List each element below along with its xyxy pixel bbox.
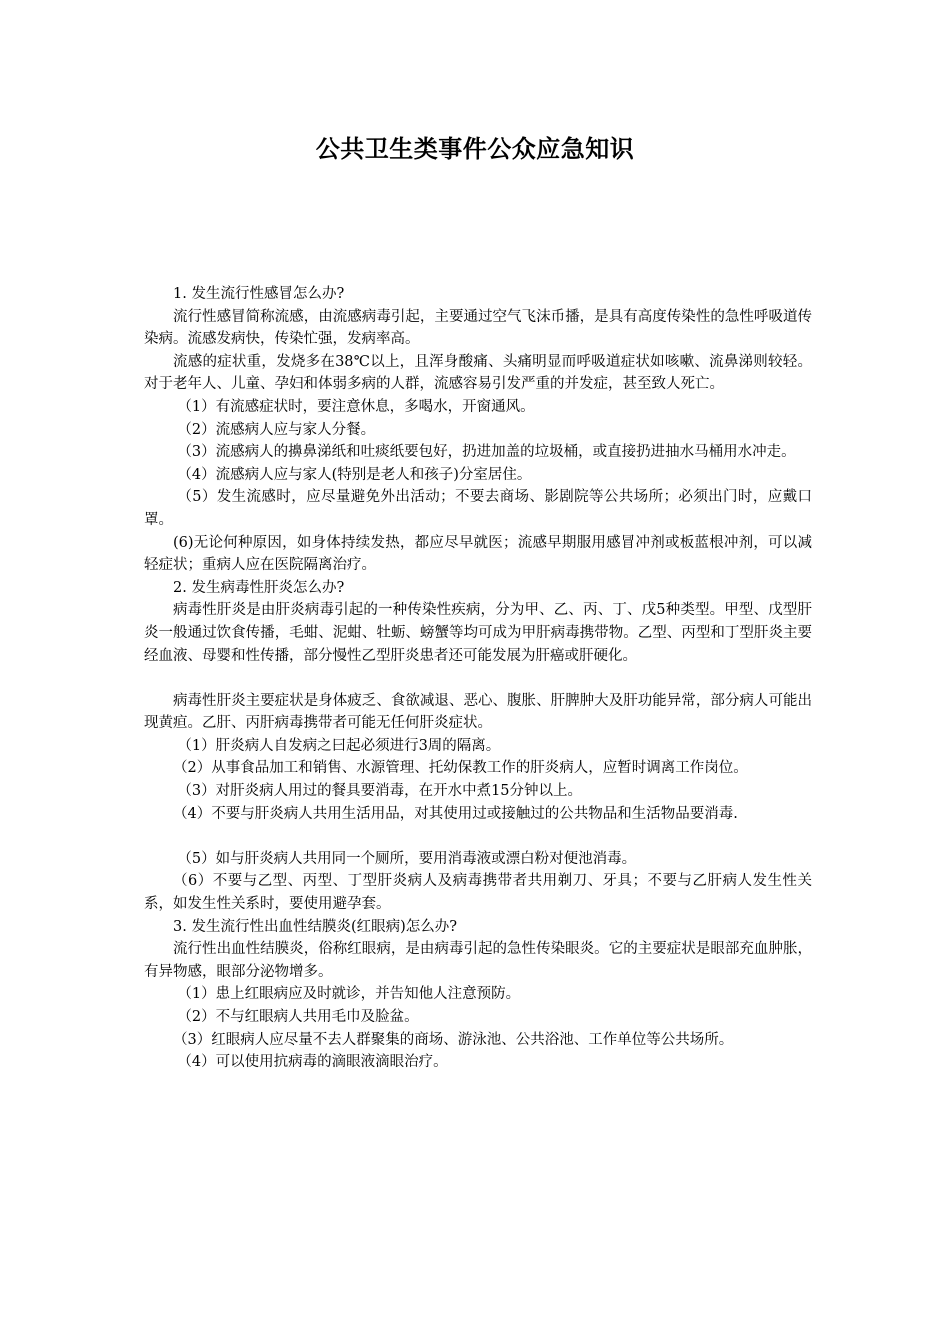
document-body — [144, 283, 812, 1074]
list-item: （3）流感病人的擤鼻涕纸和吐痰纸要包好，扔进加盖的垃圾桶，或直接扔进抽水马桶用水冲走。 — [177, 444, 796, 461]
list-item: （4）不要与肝炎病人共用生活用品，对其使用过或接触过的公共物品和生活物品要消毒. — [173, 805, 738, 822]
body-paragraph: 病毒性肝炎是由肝炎病毒引起的一种传染性疾病，分为甲、乙、丙、丁、戊5种类型。甲型、戊型肝炎一般通过饮食传播，毛蚶、泥蚶、牡蛎、螃蟹等均可成为甲肝病毒携带物。乙型、丙型和丁型肝炎主要经血液、母婴和性传播，部分慢性乙型肝炎患者还可能发展为肝癌或肝硬化。 — [144, 602, 812, 664]
list-item: （2）流感病人应与家人分餐。 — [177, 421, 376, 438]
list-item: （1）有流感症状时，要注意休息，多喝水，开窗通风。 — [177, 398, 535, 415]
list-item: （2）从事食品加工和销售、水源管理、托幼保教工作的肝炎病人，应暂时调离工作岗位。 — [173, 760, 748, 777]
list-item: （1）患上红眼病应及时就诊，并告知他人注意预防。 — [177, 986, 521, 1003]
list-item: （6）不要与乙型、丙型、丁型肝炎病人及病毒携带者共用剃刀、牙具；不要与乙肝病人发生性关系，如发生性关系时，要使用避孕套。 — [144, 873, 812, 913]
blank-line — [144, 825, 812, 848]
page-title: 公共卫生类事件公众应急知识 — [315, 135, 635, 163]
section-heading: 1. 发生流行性感冒怎么办? — [173, 286, 345, 302]
list-item: （2）不与红眼病人共用毛巾及脸盆。 — [177, 1009, 419, 1025]
section-heading: 3. 发生流行性出血性结膜炎(红眼病)怎么办? — [173, 918, 458, 935]
list-item: （3）红眼病人应尽量不去人群聚集的商场、游泳池、公共浴池、工作单位等公共场所。 — [173, 1031, 734, 1048]
list-item: (6)无论何种原因，如身体持续发热，都应尽早就医；流感早期服用感冒冲剂或板蓝根冲剂，可以减轻症状；重病人应在医院隔离治疗。 — [144, 534, 812, 574]
list-item: （5）发生流感时，应尽量避免外出活动；不要去商场、影剧院等公共场所；必须出门时，应戴口罩。 — [144, 489, 812, 528]
list-item: （4）可以使用抗病毒的滴眼液滴眼治疗。 — [177, 1054, 448, 1071]
list-item: （3）对肝炎病人用过的餐具要消毒，在开水中煮15分钟以上。 — [177, 783, 583, 800]
list-item: （5）如与肝炎病人共用同一个厕所，要用消毒液或漂白粉对便池消毒。 — [177, 850, 637, 867]
list-item: （4）流感病人应与家人(特别是老人和孩子)分室居住。 — [177, 466, 532, 483]
section-heading: 2. 发生病毒性肝炎怎么办? — [173, 579, 345, 596]
list-item: （1）肝炎病人自发病之曰起必须进行3周的隔离。 — [177, 737, 501, 754]
body-paragraph: 流行性出血性结膜炎，俗称红眼病，是由病毒引起的急性传染眼炎。它的主要症状是眼部充血肿胀，有异物感，眼部分泌物增多。 — [144, 941, 812, 980]
body-paragraph: 流感的症状重，发烧多在38℃以上，且浑身酸痛、头痛明显而呼吸道症状如咳嗽、流鼻涕则较轻。对于老年人、儿童、孕妇和体弱多病的人群，流感容易引发严重的并发症，甚至致人死亡。 — [144, 353, 812, 393]
blank-line — [144, 667, 812, 690]
body-paragraph: 病毒性肝炎主要症状是身体疲乏、食欲减退、恶心、腹胀、肝脾肿大及肝功能异常，部分病人可能出现黄疸。乙肝、丙肝病毒携带者可能无任何肝炎症状。 — [144, 692, 812, 732]
body-paragraph: 流行性感冒简称流感，由流感病毒引起，主要通过空气飞沫币播，是具有高度传染性的急性呼吸道传染病。流感发病快，传染忙强，发病率高。 — [144, 308, 812, 348]
